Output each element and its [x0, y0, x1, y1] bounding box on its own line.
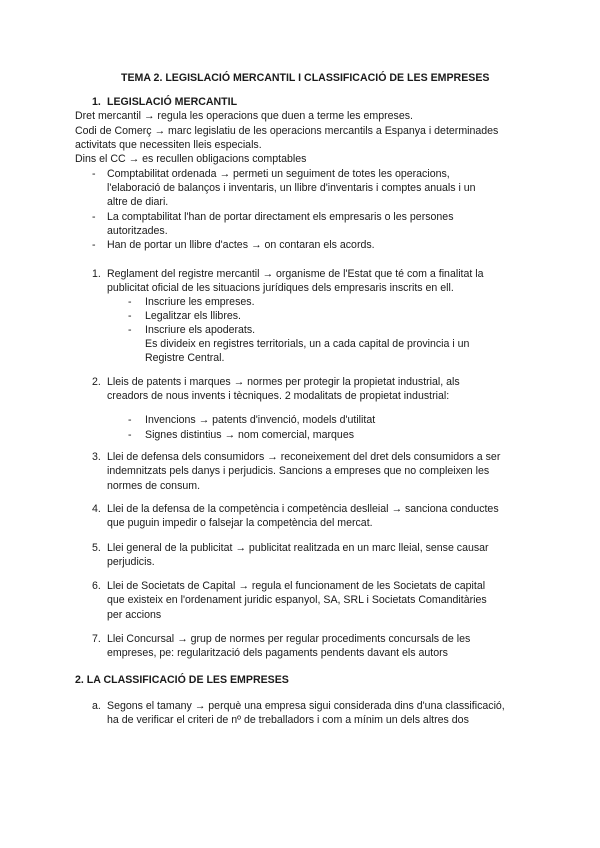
item-line: Segons el tamany → perquè una empresa sigui considerada dins d'una classificació, [107, 700, 505, 712]
intro-line: Dins el CC → es recullen obligacions comptables [75, 153, 307, 165]
dash-bullet: - [128, 429, 132, 441]
item-line: ha de verificar el criteri de nº de treballadors i com a mínim un dels altres dos [107, 714, 469, 726]
item-line: indemnitzats pels danys i perjudicis. Sancions a empreses que no compleixen les [107, 465, 490, 477]
dash-bullet: - [128, 310, 132, 322]
intro-line: Codi de Comerç → marc legislatiu de les operacions mercantils a Espanya i determinades [75, 125, 499, 137]
item-number: 5. [92, 542, 101, 554]
document-title: TEMA 2. LEGISLACIÓ MERCANTIL I CLASSIFICACIÓ DE LES EMPRESES [121, 72, 490, 84]
item-line: perjudicis. [107, 556, 155, 568]
item-line: per accions [107, 609, 162, 621]
item-line: que puguin impedir o falsejar la competència del mercat. [107, 517, 373, 529]
item-number: 1. [92, 268, 101, 280]
item-line: Llei de la defensa de la competència i competència deslleial → sanciona conductes [107, 503, 499, 515]
item-line: Lleis de patents i marques → normes per protegir la propietat industrial, als [107, 376, 460, 388]
sub-item: Inscriure els apoderats. [145, 324, 256, 336]
dash-item-line: Comptabilitat ordenada → permeti un seguiment de totes les operacions, [107, 168, 450, 180]
section-1-heading: LEGISLACIÓ MERCANTIL [107, 96, 238, 108]
dash-item-line: autoritzades. [107, 225, 168, 237]
item-number: 2. [92, 376, 101, 388]
dash-item-line: altre de diari. [107, 196, 169, 208]
dash-bullet: - [128, 296, 132, 308]
dash-item-line: l'elaboració de balanços i inventaris, un llibre d'inventaris i comptes anuals i un [107, 182, 476, 194]
item-line: Llei general de la publicitat → publicitat realitzada en un marc lleial, sense causar [107, 542, 489, 554]
item-number: 3. [92, 451, 101, 463]
sub-item: Legalitzar els llibres. [145, 310, 241, 322]
item-line: Llei de Societats de Capital → regula el funcionament de les Societats de capital [107, 580, 486, 592]
dash-bullet: - [128, 414, 132, 426]
item-number: 7. [92, 633, 101, 645]
dash-bullet: - [92, 211, 96, 223]
item-line: que existeix en l'ordenament juridic espanyol, SA, SRL i Societats Comanditàries [107, 594, 487, 606]
item-line: Llei Concursal → grup de normes per regular procediments concursals de les [107, 633, 471, 645]
item-line: normes de consum. [107, 480, 201, 492]
item-line: creadors de nous invents i tècniques. 2 modalitats de propietat industrial: [107, 390, 450, 402]
item-number: 6. [92, 580, 101, 592]
item-number: 4. [92, 503, 101, 515]
sub-item: Signes distintius → nom comercial, marques [145, 429, 355, 441]
item-letter: a. [92, 700, 101, 712]
intro-line: Dret mercantil → regula les operacions que duen a terme les empreses. [75, 110, 413, 122]
item-line: Llei de defensa dels consumidors → reconeixement del dret dels consumidors a ser [107, 451, 501, 463]
dash-item-line: Han de portar un llibre d'actes → on contaran els acords. [107, 239, 375, 251]
section-1-number: 1. [92, 96, 101, 108]
item-line: publicitat oficial de les situacions jurídiques dels empresaris inscrits en ell. [107, 282, 454, 294]
dash-bullet: - [92, 168, 96, 180]
item-line: Reglament del registre mercantil → organisme de l'Estat que té com a finalitat la [107, 268, 484, 280]
section-2-heading: 2. LA CLASSIFICACIÓ DE LES EMPRESES [75, 674, 289, 686]
dash-item-line: La comptabilitat l'han de portar directament els empresaris o les persones [107, 211, 454, 223]
dash-bullet: - [128, 324, 132, 336]
dash-bullet: - [92, 239, 96, 251]
sub-item: Invencions → patents d'invenció, models d'utilitat [145, 414, 376, 426]
sub-item-extra: Es divideix en registres territorials, un a cada capital de provincia i un [145, 338, 470, 350]
sub-item: Inscriure les empreses. [145, 296, 255, 308]
intro-line: activitats que necessiten lleis especials. [75, 139, 262, 151]
item-line: empreses, pe: regularització dels pagaments pendents davant els autors [107, 647, 448, 659]
sub-item-extra: Registre Central. [145, 352, 225, 364]
